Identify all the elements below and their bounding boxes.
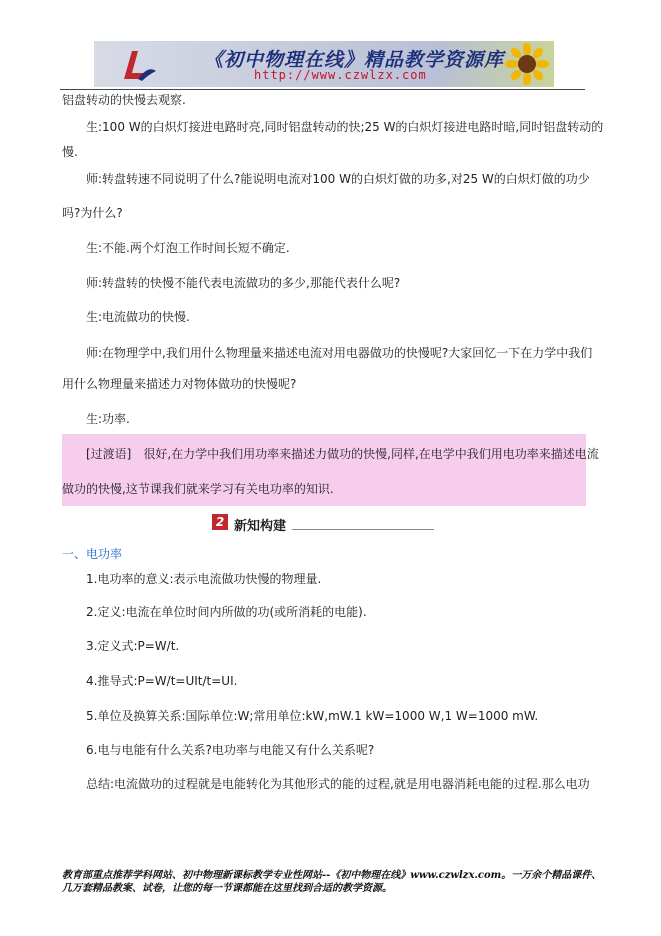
body-line: 吗?为什么? — [62, 206, 123, 220]
banner-title: 《初中物理在线》精品教学资源库 — [204, 49, 505, 71]
sunflower-icon — [504, 43, 550, 85]
section-header — [212, 514, 434, 532]
body-line: 用什么物理量来描述力对物体做功的快慢呢? — [62, 377, 297, 391]
list-item: 1.电功率的意义:表示电流做功快慢的物理量. — [86, 572, 322, 586]
list-item: 6.电与电能有什么关系?电功率与电能又有什么关系呢? — [86, 743, 375, 757]
body-line: 铝盘转动的快慢去观察. — [62, 93, 186, 107]
list-item: 5.单位及换算关系:国际单位:W;常用单位:kW,mW.1 kW=1000 W,1 W=1000 mW. — [86, 709, 539, 723]
section-title: 新知构建 — [234, 519, 287, 534]
list-item: 3.定义式:P=W/t. — [86, 639, 180, 653]
section-rule — [292, 529, 434, 530]
transition-line: [过渡语] 很好,在力学中我们用功率来描述力做功的快慢,同样,在电学中我们用电功率来描述电流 — [86, 447, 599, 461]
list-item: 总结:电流做功的过程就是电能转化为其他形式的能的过程,就是用电器消耗电能的过程.那么电功 — [86, 777, 590, 791]
subheading: 一、电功率 — [62, 547, 123, 561]
list-item: 4.推导式:P=W/t=UIt/t=UI. — [86, 674, 238, 688]
footer-line: 教育部重点推荐学科网站、初中物理新课标教学专业性网站--《初中物理在线》www.czwlzx.com。一万余个精品课件、 — [62, 870, 602, 881]
footer-line: 几万套精品教案、试卷，让您的每一节课都能在这里找到合适的教学资源。 — [62, 883, 392, 894]
body-line: 生:功率. — [86, 412, 130, 426]
body-line: 师:转盘转的快慢不能代表电流做功的多少,那能代表什么呢? — [86, 276, 401, 290]
transition-line: 做功的快慢,这节课我们就来学习有关电功率的知识. — [62, 482, 334, 496]
body-line: 慢. — [62, 145, 78, 159]
header-divider — [60, 89, 585, 90]
site-logo-icon — [118, 45, 158, 83]
section-number: 2 — [212, 514, 228, 530]
body-line: 师:转盘转速不同说明了什么?能说明电流对100 W的白炽灯做的功多,对25 W的白炽灯做的功少 — [86, 172, 590, 186]
body-line: 生:电流做功的快慢. — [86, 310, 190, 324]
header-banner — [94, 41, 554, 87]
body-line: 生:不能.两个灯泡工作时间长短不确定. — [86, 241, 290, 255]
list-item: 2.定义:电流在单位时间内所做的功(或所消耗的电能). — [86, 605, 367, 619]
body-line: 师:在物理学中,我们用什么物理量来描述电流对用电器做功的快慢呢?大家回忆一下在力学中我们 — [86, 346, 593, 360]
body-line: 生:100 W的白炽灯接进电路时亮,同时铝盘转动的快;25 W的白炽灯接进电路时暗,同时铝盘转动的 — [86, 120, 604, 134]
banner-url[interactable]: http://www.czwlzx.com — [254, 68, 427, 82]
